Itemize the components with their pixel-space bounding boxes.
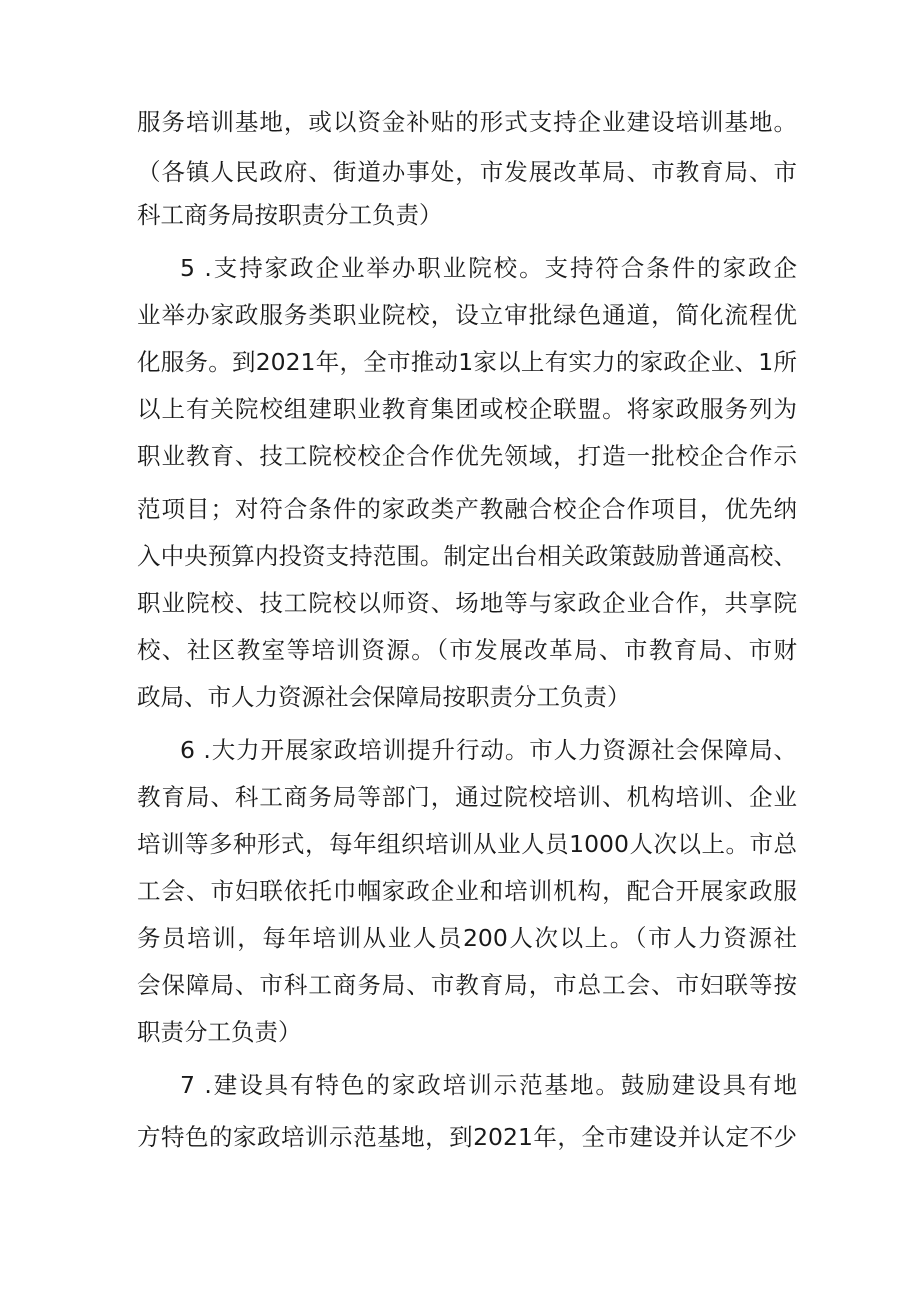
text-line: 培训等多种形式，每年组织培训从业人员1000人次以上。市总 [137,830,797,858]
text-line: 校、社区教室等培训资源。（市发展改革局、市教育局、市财 [137,636,797,664]
text-line: 政局、市人力资源社会保障局按职责分工负责） [137,683,631,711]
text-line: 职业院校、技工院校以师资、场地等与家政企业合作，共享院 [137,589,797,617]
paragraph-7-heading-line: 7 .建设具有特色的家政培训示范基地。鼓励建设具有地 [180,1071,797,1099]
text-line: 职业教育、技工院校校企合作优先领域，打造一批校企合作示 [137,442,797,470]
text-line: 以上有关院校组建职业教育集团或校企联盟。将家政服务列为 [137,395,797,423]
text-line: 务员培训，每年培训从业人员200人次以上。（市人力资源社 [137,924,797,952]
paragraph-5-heading-line: 5 .支持家政企业举办职业院校。支持符合条件的家政企 [180,254,797,282]
text-line: 方特色的家政培训示范基地，到2021年，全市建设并认定不少 [137,1123,797,1151]
text-line: 服务培训基地，或以资金补贴的形式支持企业建设培训基地。 [137,108,797,136]
text-line: 业举办家政服务类职业院校，设立审批绿色通道，简化流程优 [137,301,797,329]
text-line: （各镇人民政府、街道办事处，市发展改革局、市教育局、市 [137,158,797,186]
text-line: 入中央预算内投资支持范围。制定出台相关政策鼓励普通高校、 [137,542,797,570]
text-line: 范项目；对符合条件的家政类产教融合校企合作项目，优先纳 [137,495,797,523]
text-line: 工会、市妇联依托巾帼家政企业和培训机构，配合开展家政服 [137,877,797,905]
text-line: 职责分工负责） [137,1018,302,1046]
text-line: 教育局、科工商务局等部门，通过院校培训、机构培训、企业 [137,783,797,811]
text-line: 会保障局、市科工商务局、市教育局，市总工会、市妇联等按 [137,971,797,999]
text-line: 科工商务局按职责分工负责） [137,201,443,229]
paragraph-6-heading-line: 6 .大力开展家政培训提升行动。市人力资源社会保障局、 [180,736,797,764]
text-line: 化服务。到2021年，全市推动1家以上有实力的家政企业、1所 [137,348,797,376]
